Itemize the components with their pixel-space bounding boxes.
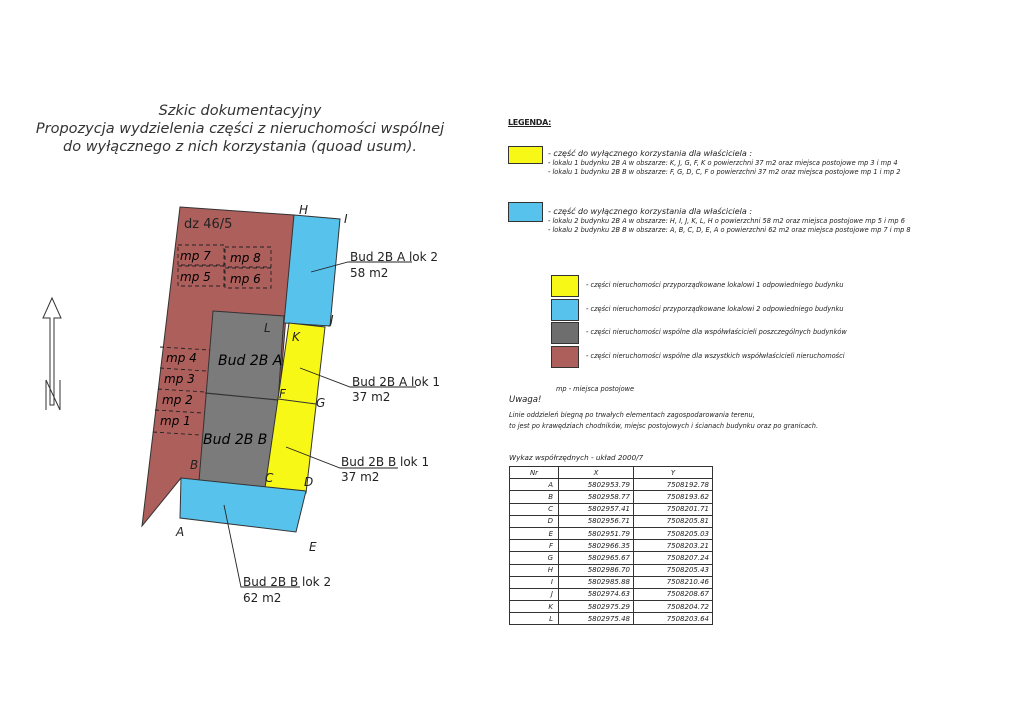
point-b: B bbox=[190, 458, 199, 472]
callout-b2-area: 62 m2 bbox=[243, 591, 282, 605]
cell-x: 5802966.35 bbox=[559, 540, 634, 552]
callout-a1-name: Bud 2B A lok 1 bbox=[352, 375, 441, 389]
callout-b1-name: Bud 2B B lok 1 bbox=[341, 455, 430, 469]
note-line-1: Linie oddzieleń biegną po trwałych elementach zagospodarowania terenu, bbox=[509, 411, 755, 419]
legend-owner1-heading: - część do wyłącznego korzystania dla właściciela : bbox=[548, 149, 753, 158]
parking-mp5: mp 5 bbox=[180, 270, 211, 284]
table-row bbox=[510, 491, 713, 503]
cell-y: 7508201.71 bbox=[634, 503, 713, 515]
parking-mp6: mp 6 bbox=[230, 272, 261, 286]
legend-owner1-line1: - lokalu 1 budynku 2B A w obszarze: K, J, G, F, K o powierzchni 37 m2 oraz miejsca postojowe mp 3 i mp 4 bbox=[548, 159, 898, 167]
cell-nr: H bbox=[510, 564, 559, 576]
cell-x: 5802958.77 bbox=[559, 491, 634, 503]
cell-x: 5802953.79 bbox=[559, 479, 634, 491]
note-uwaga: Uwaga! bbox=[509, 395, 542, 405]
cell-x: 5802951.79 bbox=[559, 527, 634, 539]
table-caption: Wykaz współrzędnych - układ 2000/7 bbox=[509, 453, 644, 462]
cell-y: 7508192.78 bbox=[634, 479, 713, 491]
cell-nr: J bbox=[510, 588, 559, 600]
cell-x: 5802974.63 bbox=[559, 588, 634, 600]
table-row bbox=[510, 588, 713, 600]
callout-a2-area: 58 m2 bbox=[350, 266, 389, 280]
cell-y: 7508205.81 bbox=[634, 515, 713, 527]
point-g: G bbox=[316, 396, 326, 410]
cell-nr: D bbox=[510, 515, 559, 527]
table-row bbox=[510, 479, 713, 491]
point-e: E bbox=[309, 540, 317, 554]
point-h: H bbox=[299, 203, 309, 217]
parking-mp4: mp 4 bbox=[166, 351, 197, 365]
legend-item-4: - części nieruchomości wspólne dla wszystkich współwłaścicieli nieruchomości bbox=[586, 352, 845, 360]
table-row bbox=[510, 576, 713, 588]
table-row bbox=[510, 527, 713, 539]
cell-nr: A bbox=[510, 479, 559, 491]
cell-y: 7508203.64 bbox=[634, 613, 713, 625]
point-k: K bbox=[292, 330, 300, 344]
cell-nr: C bbox=[510, 503, 559, 515]
title-line-3: do wyłącznego z nich korzystania (quoad usum). bbox=[63, 139, 417, 155]
cell-y: 7508205.03 bbox=[634, 527, 713, 539]
table-row bbox=[510, 564, 713, 576]
cell-x: 5802986.70 bbox=[559, 564, 634, 576]
point-f: F bbox=[279, 387, 286, 401]
cell-x: 5802985.88 bbox=[559, 576, 634, 588]
cell-x: 5802965.67 bbox=[559, 552, 634, 564]
table-row bbox=[510, 540, 713, 552]
parcel-label: dz 46/5 bbox=[184, 217, 233, 232]
parking-mp8: mp 8 bbox=[230, 251, 261, 265]
cell-y: 7508210.46 bbox=[634, 576, 713, 588]
cell-y: 7508193.62 bbox=[634, 491, 713, 503]
cell-x: 5802975.29 bbox=[559, 601, 634, 613]
legend-owner2-heading: - część do wyłącznego korzystania dla właściciela : bbox=[548, 207, 753, 216]
note-line-2: to jest po krawędziach chodników, miejsc postojowych i ścianach budynku oraz po granicach. bbox=[509, 422, 819, 430]
header-nr: Nr bbox=[510, 467, 559, 479]
cell-nr: I bbox=[510, 576, 559, 588]
callout-b1-area: 37 m2 bbox=[341, 470, 380, 484]
cell-nr: E bbox=[510, 527, 559, 539]
parking-mp7: mp 7 bbox=[180, 249, 211, 263]
callout-a1-area: 37 m2 bbox=[352, 390, 391, 404]
legend-owner2-line1: - lokalu 2 budynku 2B A w obszarze: H, I, J, K, L, H o powierzchni 58 m2 oraz miejsca postojowe mp 5 i mp 6 bbox=[548, 217, 905, 225]
legend-item-2: - części nieruchomości przyporządkowane lokalowi 2 odpowiedniego budynku bbox=[586, 305, 844, 313]
legend-swatch-gray bbox=[551, 322, 579, 344]
legend-owner2-line2: - lokalu 2 budynku 2B B w obszarze: A, B, C, D, E, A o powierzchni 62 m2 oraz miejsca postojowe mp 7 i mp 8 bbox=[548, 226, 911, 234]
point-l: L bbox=[264, 321, 271, 335]
point-a: A bbox=[176, 525, 185, 539]
callout-a2-name: Bud 2B A lok 2 bbox=[350, 250, 439, 264]
legend-swatch-yellow bbox=[551, 275, 579, 297]
legend-mp-note: mp - miejsca postojowe bbox=[556, 385, 635, 393]
legend-swatch-owner2 bbox=[508, 202, 543, 222]
building-label-a: Bud 2B A bbox=[218, 353, 283, 369]
building-label-b: Bud 2B B bbox=[203, 432, 268, 448]
legend-item-1: - części nieruchomości przyporządkowane lokalowi 1 odpowiedniego budynku bbox=[586, 281, 844, 289]
header-y: Y bbox=[634, 467, 713, 479]
point-c: C bbox=[265, 471, 274, 485]
north-arrow-icon bbox=[43, 298, 61, 410]
title-line-2: Propozycja wydzielenia części z nieruchomości wspólnej bbox=[35, 121, 445, 137]
cell-x: 5802957.41 bbox=[559, 503, 634, 515]
table-header-row bbox=[510, 467, 713, 479]
table-row bbox=[510, 552, 713, 564]
callout-b2-name: Bud 2B B lok 2 bbox=[243, 575, 332, 589]
table-row bbox=[510, 503, 713, 515]
cell-x: 5802975.48 bbox=[559, 613, 634, 625]
cell-nr: L bbox=[510, 613, 559, 625]
cell-y: 7508204.72 bbox=[634, 601, 713, 613]
point-j: J bbox=[330, 313, 334, 327]
legend-swatch-blue bbox=[551, 299, 579, 321]
parking-mp1: mp 1 bbox=[160, 414, 191, 428]
point-i: I bbox=[344, 212, 348, 226]
cell-y: 7508208.67 bbox=[634, 588, 713, 600]
title-line-1: Szkic dokumentacyjny bbox=[158, 103, 322, 119]
cell-nr: B bbox=[510, 491, 559, 503]
table-row bbox=[510, 601, 713, 613]
legend-swatch-brown bbox=[551, 346, 579, 368]
cell-nr: G bbox=[510, 552, 559, 564]
cell-y: 7508207.24 bbox=[634, 552, 713, 564]
area-lok2-bud-a bbox=[284, 215, 340, 326]
legend-owner1-line2: - lokalu 1 budynku 2B B w obszarze: F, G, D, C, F o powierzchni 37 m2 oraz miejsca postojowe mp 1 i mp 2 bbox=[548, 168, 901, 176]
table-row bbox=[510, 515, 713, 527]
cell-nr: K bbox=[510, 601, 559, 613]
point-d: D bbox=[304, 475, 314, 489]
coordinates-table bbox=[509, 466, 713, 625]
cell-x: 5802956.71 bbox=[559, 515, 634, 527]
parking-mp2: mp 2 bbox=[162, 393, 193, 407]
cell-nr: F bbox=[510, 540, 559, 552]
legend-swatch-owner1 bbox=[508, 146, 543, 164]
cell-y: 7508205.43 bbox=[634, 564, 713, 576]
cell-y: 7508203.21 bbox=[634, 540, 713, 552]
parking-mp3: mp 3 bbox=[164, 372, 195, 386]
header-x: X bbox=[559, 467, 634, 479]
legend-item-3: - części nieruchomości wspólne dla współwłaścicieli poszczególnych budynków bbox=[586, 328, 847, 336]
table-row bbox=[510, 613, 713, 625]
legend-title: LEGENDA: bbox=[508, 118, 552, 127]
